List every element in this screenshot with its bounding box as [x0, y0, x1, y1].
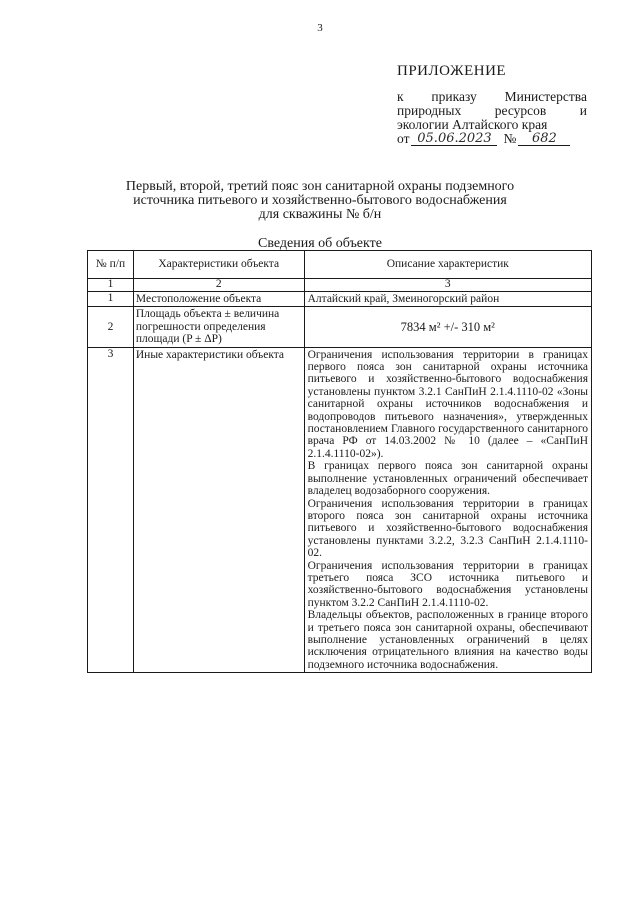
appendix-date-number-line: [397, 132, 587, 146]
page-number: 3: [317, 22, 323, 34]
description-paragraph: В границах первого пояса зон санитарной охраны выполнение установленных ограничений обеспечивает владелец водозаборного сооружения.: [307, 460, 588, 498]
handwritten-date: 05.06.2023: [411, 132, 497, 146]
appendix-line-2: природных ресурсов и: [397, 103, 587, 118]
section-title: Сведения об объекте: [258, 236, 382, 251]
table-row: [88, 347, 592, 673]
table-numbering-row: [88, 279, 592, 292]
document-title-line-3: для скважины № б/н: [258, 207, 382, 222]
appendix-line-1: к приказу Министерства: [397, 89, 587, 104]
table-row: [88, 292, 592, 307]
description-paragraph: Владельцы объектов, расположенных в границе второго и третьего пояса зон санитарной охраны, обеспечивают выполнение установленных ограничений в целях исключения отрицательного влияния на качество воды подземного источника водоснабжения.: [307, 609, 588, 671]
table-row: [88, 307, 592, 347]
row-description: 7834 м² +/- 310 м²: [304, 307, 591, 347]
document-title: [60, 180, 580, 222]
header-number: № п/п: [88, 251, 134, 279]
row-number: 1: [88, 292, 134, 307]
document-title-line-1: Первый, второй, третий пояс зон санитарной охраны подземного: [125, 179, 515, 194]
row-description: [304, 347, 591, 673]
row-description: Алтайский край, Змеиногорский район: [304, 292, 591, 307]
document-title-line-2: источника питьевого и хозяйственно-бытового водоснабжения: [133, 193, 507, 208]
row-characteristic: Площадь объекта ± величина погрешности определения площади (P ± ΔP): [133, 307, 304, 347]
row-number: 3: [88, 347, 134, 673]
number-label: №: [503, 131, 517, 146]
description-paragraph: Ограничения использования территории в границах первого пояса зон санитарной охраны источника питьевого и хозяйственно-бытового водоснабжения установлены пунктом 3.2.1 СанПиН 2.1.4.1110-02 «Зоны санитарной охраны источников водоснабжения и водопроводов питьевого назначения», утвержденных постановлением Главного государственного санитарного врача РФ от 14.03.2002 № 10 (далее – «СанПиН 2.1.4.1110-02»).: [307, 348, 588, 460]
description-paragraph: Ограничения использования территории в границах третьего пояса ЗСО источника питьевого и хозяйственно-бытового водоснабжения установлены пунктом 3.2.2 СанПиН 2.1.4.1110-02.: [307, 559, 588, 609]
table-header-row: [88, 251, 592, 279]
row-characteristic: Иные характеристики объекта: [133, 347, 304, 673]
object-info-table: [87, 250, 592, 673]
header-characteristics: Характеристики объекта: [133, 251, 304, 279]
description-paragraph: Ограничения использования территории в границах второго пояса зон санитарной охраны источника питьевого и хозяйственно-бытового водоснабжения установлены пунктами 3.2.2, 3.2.3 СанПиН 2.1.4.1110-02.: [307, 497, 588, 560]
appendix-title: ПРИЛОЖЕНИЕ: [397, 63, 507, 79]
numbering-cell-1: 1: [88, 279, 134, 292]
numbering-cell-2: 2: [133, 279, 304, 292]
numbering-cell-3: 3: [304, 279, 591, 292]
header-description: Описание характеристик: [304, 251, 591, 279]
row-number: 2: [88, 307, 134, 347]
appendix-block: [397, 64, 587, 146]
handwritten-number: 682: [518, 132, 570, 146]
appendix-line-3: экологии Алтайского края: [397, 117, 548, 132]
row-characteristic: Местоположение объекта: [133, 292, 304, 307]
from-label: от: [397, 131, 410, 146]
